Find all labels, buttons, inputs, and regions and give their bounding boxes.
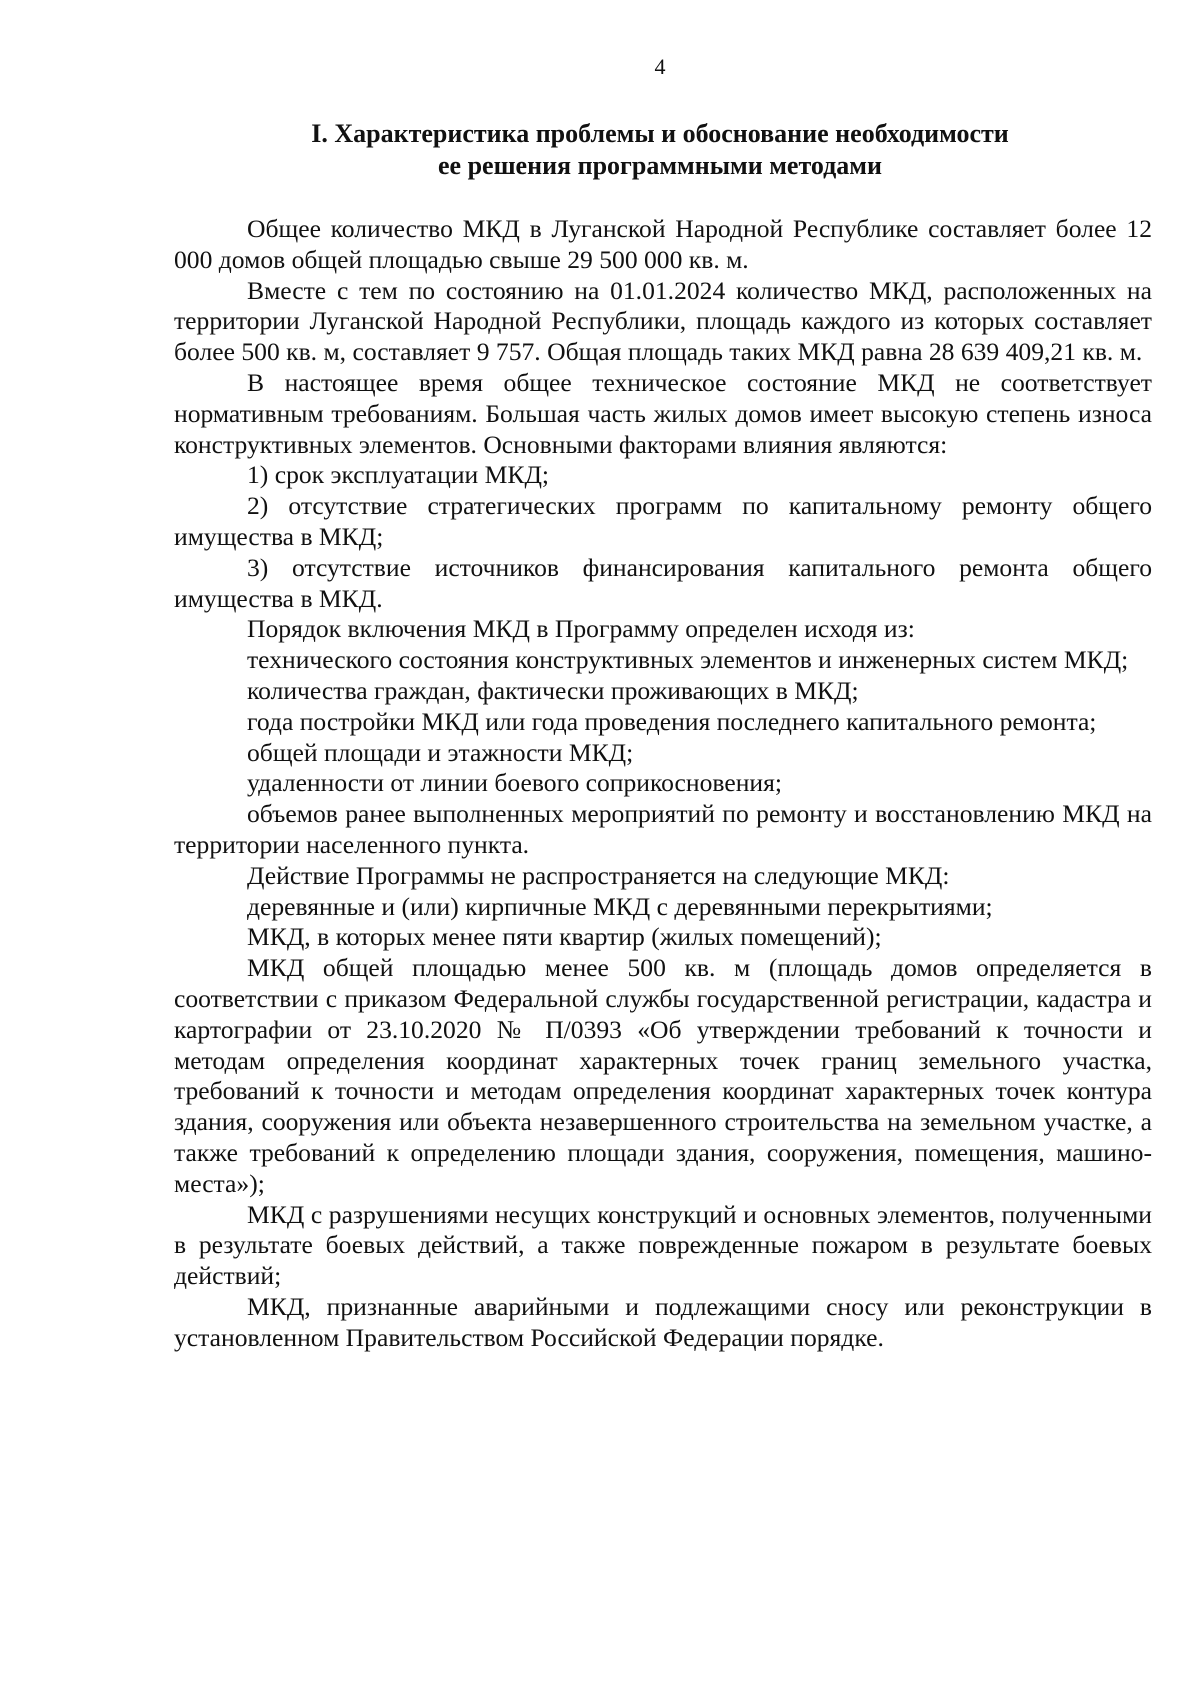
section-heading <box>0 118 1200 182</box>
list-item: технического состояния конструктивных элементов и инженерных систем МКД; <box>247 645 1129 675</box>
list-item: МКД общей площадью менее 500 кв. м (площадь домов определяется в соответствии с приказом Федеральной службы государственной регистрации, кадастра и картографии от 23.10.2020 № П/0393 «Об утверждении требований к точности и методам определения координат характерных точек границ земельного участка, требований к точности и методам определения координат характерных точек контура здания, сооружения или объекта незавершенного строительства на земельном участке, а также требований к определению площади здания, сооружения, помещения, машино-места»); <box>174 953 1152 1198</box>
list-item: 2) отсутствие стратегических программ по капитальному ремонту общего имущества в МКД; <box>174 491 1152 551</box>
paragraph: Порядок включения МКД в Программу определен исходя из: <box>247 614 915 644</box>
list-item: года постройки МКД или года проведения последнего капитального ремонта; <box>247 706 1097 736</box>
list-item: МКД, в которых менее пяти квартир (жилых помещений); <box>247 922 882 952</box>
list-item: деревянные и (или) кирпичные МКД с деревянными перекрытиями; <box>247 891 993 921</box>
list-item: объемов ранее выполненных мероприятий по ремонту и восстановлению МКД на территории населенного пункта. <box>174 799 1152 859</box>
section-heading-line-2: ее решения программными методами <box>438 151 882 180</box>
body-text <box>174 214 1152 1353</box>
list-item: общей площади и этажности МКД; <box>247 737 634 767</box>
list-item: удаленности от линии боевого соприкосновения; <box>247 768 782 798</box>
paragraph: Общее количество МКД в Луганской Народной Республике составляет более 12 000 домов общей площадью свыше 29 500 000 кв. м. <box>174 214 1152 274</box>
paragraph: Действие Программы не распространяется на следующие МКД: <box>247 860 950 890</box>
paragraph: В настоящее время общее техническое состояние МКД не соответствует нормативным требованиям. Большая часть жилых домов имеет высокую степень износа конструктивных элементов. Основными факторами влияния являются: <box>174 367 1152 459</box>
list-item: 1) срок эксплуатации МКД; <box>247 460 550 490</box>
section-heading-line-1: I. Характеристика проблемы и обоснование необходимости <box>311 119 1009 148</box>
list-item: 3) отсутствие источников финансирования капитального ремонта общего имущества в МКД. <box>174 552 1152 613</box>
list-item: количества граждан, фактически проживающих в МКД; <box>247 675 859 705</box>
list-item: МКД, признанные аварийными и подлежащими сносу или реконструкции в установленном Правительством Российской Федерации порядке. <box>174 1291 1152 1352</box>
page-number: 4 <box>654 54 666 79</box>
paragraph: Вместе с тем по состоянию на 01.01.2024 количество МКД, расположенных на территории Луганской Народной Республики, площадь каждого из которых составляет более 500 кв. м, составляет 9 757. Общая площадь таких МКД равна 28 639 409,21 кв. м. <box>174 275 1152 367</box>
list-item: МКД с разрушениями несущих конструкций и основных элементов, полученными в результате боевых действий, а также поврежденные пожаром в результате боевых действий; <box>174 1199 1152 1291</box>
